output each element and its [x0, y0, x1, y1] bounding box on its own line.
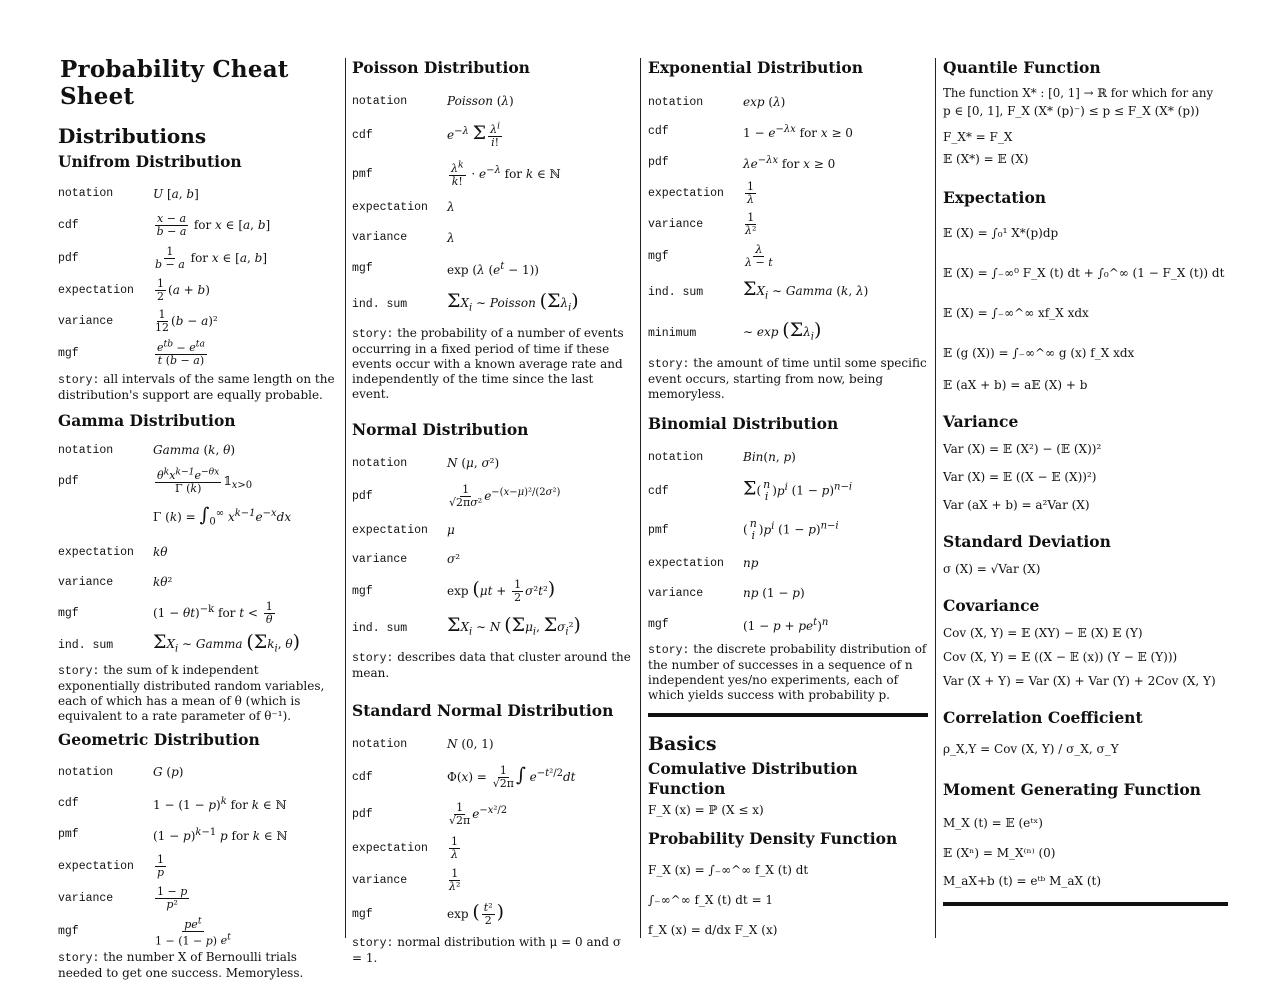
label-minimum: minimum — [648, 326, 697, 340]
page-title: Probability Cheat Sheet — [60, 56, 289, 110]
std-normal-mgf: exp ( $\frac{\text{t²}}{2}$ ) — [447, 900, 505, 927]
label-expectation: expectation — [648, 556, 724, 570]
expectation-heading: Expectation — [943, 188, 1047, 207]
cdf-heading: Comulative Distribution Function — [648, 759, 858, 798]
poisson-pmf: $\frac{\lambda^k}{k!}$ · $e^{-\lambda}$ for k ∈ ℕ — [451, 159, 561, 189]
label-cdf: cdf — [58, 796, 79, 810]
column-divider — [640, 58, 641, 938]
column-2 — [352, 56, 634, 965]
label-cdf: cdf — [648, 484, 669, 498]
label-expectation: expectation — [352, 841, 428, 855]
label-variance: variance — [352, 873, 408, 887]
covariance-line-1: Cov (X, Y) = 𝔼 (XY) − 𝔼 (X) 𝔼 (Y) — [943, 626, 1143, 640]
label-variance: variance — [58, 575, 114, 589]
covariance-heading: Covariance — [943, 596, 1040, 615]
label-mgf: mgf — [58, 606, 79, 620]
gamma-expectation: kθ — [153, 545, 168, 559]
geometric-heading: Geometric Distribution — [58, 730, 260, 749]
geometric-pmf: $(1 - p)^{k-1}$ p for k ∈ ℕ — [153, 826, 288, 843]
label-pmf: pmf — [352, 167, 373, 181]
mgf-line-1: M_X (t) = 𝔼 (eᵗˣ) — [943, 816, 1043, 830]
exponential-minimum: ∼ $\exp (\Sigma\lambda_i)$ — [743, 319, 822, 343]
std-line-1: σ (X) = √Var (X) — [943, 562, 1041, 576]
label-pdf: pdf — [58, 251, 79, 265]
normal-ind-sum: $\Sigma X_i$ ∼ N ($\Sigma\mu_i$, $\Sigma\sigma_i^2$) — [447, 614, 581, 638]
label-mgf: mgf — [648, 617, 669, 631]
normal-notation: N (μ, σ²) — [447, 456, 500, 470]
label-notation: notation — [58, 187, 114, 200]
label-expectation: expectation — [648, 186, 724, 200]
quantile-line-3: F_X* = F_X — [943, 130, 1013, 144]
label-cdf: cdf — [58, 219, 79, 232]
mgf-line-2: 𝔼 (Xⁿ) = M_X⁽ⁿ⁾ (0) — [943, 846, 1056, 860]
binomial-mgf: $(1 - p + pe^t)^n$ — [743, 616, 829, 633]
label-pmf: pmf — [58, 827, 79, 841]
uniform-cdf: $\frac{x - a}{b - a}$ for x ∈ [a, b] — [156, 212, 271, 238]
gamma-notation: Gamma (k, θ) — [153, 443, 235, 457]
binomial-heading: Binomial Distribution — [648, 414, 839, 433]
label-pdf: pdf — [352, 807, 373, 821]
expectation-line-1: 𝔼 (X) = ∫₀¹ X*(p)dp — [943, 226, 1059, 240]
pdf-equation-3: f_X (x) = d/dx F_X (x) — [648, 923, 778, 937]
poisson-cdf: $e^{-\lambda}$ Σ $\frac{\lambda^i}{i!}$ — [447, 120, 501, 150]
poisson-notation: Poisson (λ) — [447, 94, 514, 108]
exponential-ind-sum: $\Sigma X_i$ ∼ Gamma (k, λ) — [743, 278, 869, 302]
std-normal-variance: $\frac{1}{\text{λ²}}$ — [449, 866, 461, 893]
section-rule — [943, 902, 1228, 906]
uniform-notation: U [a, b] — [153, 186, 199, 201]
column-4 — [943, 56, 1228, 937]
gamma-story: story: the sum of k independent exponentially distributed random variables, each of which has a mean of θ (which is equivalent to a rate parameter of θ⁻¹). — [58, 663, 325, 723]
column-3 — [648, 56, 928, 937]
geometric-notation: G (p) — [153, 765, 184, 779]
poisson-ind-sum: $\Sigma X_i$ ∼ Poisson $(\Sigma\lambda_i)$ — [447, 290, 579, 314]
expectation-line-2: 𝔼 (X) = ∫₋∞⁰ F_X (t) dt + ∫₀^∞ (1 − F_X (t)) dt — [943, 266, 1225, 280]
std-normal-story: story: normal distribution with μ = 0 and σ = 1. — [352, 935, 622, 965]
gamma-ind-sum: $\Sigma X_i$ ∼ Gamma ($\Sigma k_i$, θ) — [153, 631, 300, 655]
label-mgf: mgf — [648, 249, 669, 263]
geometric-cdf: $1 - (1 - p)^k$ for k ∈ ℕ — [153, 795, 287, 812]
label-expectation: expectation — [352, 200, 428, 214]
exponential-pdf: $\lambda e^{-\lambda x}$ for x ≥ 0 — [743, 155, 836, 171]
variance-heading: Variance — [943, 412, 1019, 431]
label-mgf: mgf — [58, 346, 79, 360]
expectation-line-3: 𝔼 (X) = ∫₋∞^∞ xf_X xdx — [943, 306, 1089, 320]
exponential-heading: Exponential Distribution — [648, 58, 864, 77]
section-rule — [648, 713, 928, 717]
label-ind-sum: ind. sum — [352, 621, 408, 635]
gamma-function: Γ $(k) = \int_0^\infty$ $x^{k-1}e^{-x}dx$ — [153, 504, 292, 528]
label-cdf: cdf — [648, 125, 669, 138]
label-mgf: mgf — [352, 262, 373, 275]
correlation-heading: Correlation Coefficient — [943, 708, 1143, 727]
column-divider — [935, 58, 936, 938]
exponential-variance: $\frac{1}{\text{λ²}}$ — [745, 210, 757, 237]
basics-heading: Basics — [648, 733, 717, 755]
column-divider — [345, 58, 346, 938]
exponential-expectation: $\frac{1}{\lambda}$ — [747, 179, 754, 206]
std-normal-pdf: $\frac{1}{√2\pi}$ $e^{-x^2/2}$ — [449, 800, 508, 827]
label-variance: variance — [58, 314, 114, 328]
variance-line-1: Var (X) = 𝔼 (X²) − (𝔼 (X))² — [943, 442, 1102, 456]
label-notation: notation — [58, 765, 114, 779]
uniform-story: story: all intervals of the same length on the distribution's support are equally probable. — [58, 372, 335, 402]
label-variance: variance — [648, 586, 704, 600]
label-notation: notation — [352, 737, 408, 751]
geometric-mgf: $pe^t$ 1 − (1 − p) $e^t$ — [155, 914, 231, 948]
geometric-story: story: the number X of Bernoulli trials needed to get one success. Memoryless. — [58, 950, 304, 980]
quantile-line-1: The function X* : [0, 1] → ℝ for which for any — [943, 86, 1214, 100]
label-expectation: expectation — [58, 859, 134, 873]
std-normal-expectation: $\frac{1}{\lambda}$ — [451, 834, 458, 861]
quantile-line-2: p ∈ [0, 1], F_X (X* (p)⁻) ≤ p ≤ F_X (X* (p)) — [943, 104, 1200, 118]
gamma-pdf: $\theta^kx^{k-1}e^{-\theta x}$ Γ (k) $𝟙_{x>0}$ — [157, 466, 253, 496]
quantile-heading: Quantile Function — [943, 58, 1101, 77]
exponential-notation: exp (λ) — [743, 95, 786, 109]
std-normal-cdf: Φ(x) = $\frac{1}{√2\pi}$ ∫ $e^{-t^2/2}dt$ — [447, 763, 576, 790]
poisson-story: story: the probability of a number of events occurring in a fixed period of time if these events occur with a known average rate and independently of the time since the last event. — [352, 326, 624, 401]
mgf-line-3: M_aX+b (t) = eᵗᵇ M_aX (t) — [943, 874, 1102, 888]
gamma-mgf: $(1 - \theta t)^{-k}$ for t < $\frac{1}{\theta}$ — [153, 599, 273, 626]
std-normal-notation: N (0, 1) — [447, 737, 494, 751]
label-notation: notation — [352, 456, 408, 470]
binomial-variance: np (1 − p) — [743, 586, 805, 600]
variance-line-3: Var (aX + b) = a²Var (X) — [943, 498, 1090, 512]
geometric-variance: $\frac{1 - p}{\text{p²}}$ — [157, 884, 188, 911]
normal-mgf: exp (μt + $\frac{1}{2}$ σ²t²) — [447, 577, 556, 604]
label-ind-sum: ind. sum — [58, 638, 114, 652]
label-variance: variance — [58, 891, 114, 905]
poisson-expectation: λ — [447, 200, 455, 214]
geometric-expectation: $\frac{1}{p}$ — [156, 852, 165, 879]
quantile-line-4: 𝔼 (X*) = 𝔼 (X) — [943, 152, 1029, 166]
label-variance: variance — [352, 231, 408, 244]
variance-line-2: Var (X) = 𝔼 ((X − 𝔼 (X))²) — [943, 470, 1097, 484]
exponential-cdf: $1 - e^{-\lambda x}$ for x ≥ 0 — [743, 124, 853, 140]
uniform-mgf: $e^{tb} - e^{ta}$ t (b − a) — [157, 338, 205, 368]
label-ind-sum: ind. sum — [352, 297, 408, 311]
label-expectation: expectation — [58, 545, 134, 559]
label-pdf: pdf — [648, 156, 669, 169]
label-cdf: cdf — [352, 770, 373, 784]
exponential-story: story: the amount of time until some specific event occurs, starting from now, being memoryless. — [648, 356, 927, 401]
expectation-line-4: 𝔼 (g (X)) = ∫₋∞^∞ g (x) f_X xdx — [943, 346, 1135, 360]
pdf-equation-1: F_X (x) = ∫₋∞^∞ f_X (t) dt — [648, 863, 809, 877]
label-notation: notation — [58, 443, 114, 457]
poisson-variance: λ — [447, 230, 455, 245]
covariance-line-2: Cov (X, Y) = 𝔼 ((X − 𝔼 (x)) (Y − 𝔼 (Y))) — [943, 650, 1178, 664]
std-normal-heading: Standard Normal Distribution — [352, 701, 614, 720]
correlation-line-1: ρ_X,Y = Cov (X, Y) / σ_X, σ_Y — [943, 742, 1119, 756]
normal-pdf: $\frac{1}{\text{√2πσ²}}$ $e^{-(x-\mu)^2/(2\sigma^2)}$ — [449, 482, 561, 509]
label-variance: variance — [648, 217, 704, 231]
normal-heading: Normal Distribution — [352, 420, 529, 439]
binomial-story: story: the discrete probability distribution of the number of successes in a sequence of n independent yes/no experiments, each of which yields success with probability p. — [648, 642, 927, 702]
pdf-heading: Probability Density Function — [648, 829, 898, 848]
gamma-variance: kθ² — [153, 575, 173, 589]
label-mgf: mgf — [58, 924, 79, 938]
pdf-equation-2: ∫₋∞^∞ f_X (t) dt = 1 — [648, 893, 774, 907]
poisson-heading: Poisson Distribution — [352, 58, 530, 77]
normal-expectation: μ — [447, 523, 455, 537]
exponential-mgf: $\frac{\lambda}{\lambda - t}$ — [745, 242, 773, 269]
uniform-expectation: $\frac{1}{2}$ (a + b) — [157, 276, 210, 303]
normal-story: story: describes data that cluster around the mean. — [352, 650, 631, 680]
label-expectation: expectation — [352, 523, 428, 537]
label-pdf: pdf — [352, 489, 373, 503]
binomial-expectation: np — [743, 556, 759, 570]
label-ind-sum: ind. sum — [648, 285, 704, 299]
uniform-heading: Unifrom Distribution — [58, 152, 242, 171]
uniform-variance: $\frac{1}{12}$ (b − a)² — [155, 307, 218, 334]
covariance-line-3: Var (X + Y) = Var (X) + Var (Y) + 2Cov (X, Y) — [943, 674, 1216, 688]
label-mgf: mgf — [352, 584, 373, 598]
uniform-pdf: $\frac{1}{b - a}$ for x ∈ [a, b] — [155, 244, 268, 271]
gamma-heading: Gamma Distribution — [58, 411, 236, 430]
mgf-heading: Moment Generating Function — [943, 780, 1201, 799]
label-expectation: expectation — [58, 283, 134, 297]
label-notation: notation — [648, 95, 704, 109]
section-distributions: Distributions — [58, 124, 207, 148]
label-mgf: mgf — [352, 907, 373, 921]
label-variance: variance — [352, 552, 408, 566]
normal-variance: σ² — [447, 552, 461, 566]
label-cdf: cdf — [352, 128, 373, 142]
binomial-cdf: Σ( n i )$p^i$ $(1 - p)^{n-i}$ — [743, 477, 853, 503]
column-1 — [58, 56, 340, 980]
label-pdf: pdf — [58, 474, 79, 488]
binomial-notation: Bin(n, p) — [743, 450, 796, 464]
std-heading: Standard Deviation — [943, 532, 1111, 551]
label-notation: notation — [352, 94, 408, 108]
binomial-pmf: ( n i )$p^i$ $(1 - p)^{n-i}$ — [743, 517, 839, 542]
expectation-line-5: 𝔼 (aX + b) = a𝔼 (X) + b — [943, 378, 1088, 392]
poisson-mgf: exp (λ $(e^t - 1)$) — [447, 261, 539, 277]
label-pmf: pmf — [648, 523, 669, 537]
cdf-equation: F_X (x) = ℙ (X ≤ x) — [648, 803, 764, 817]
label-notation: notation — [648, 450, 704, 464]
